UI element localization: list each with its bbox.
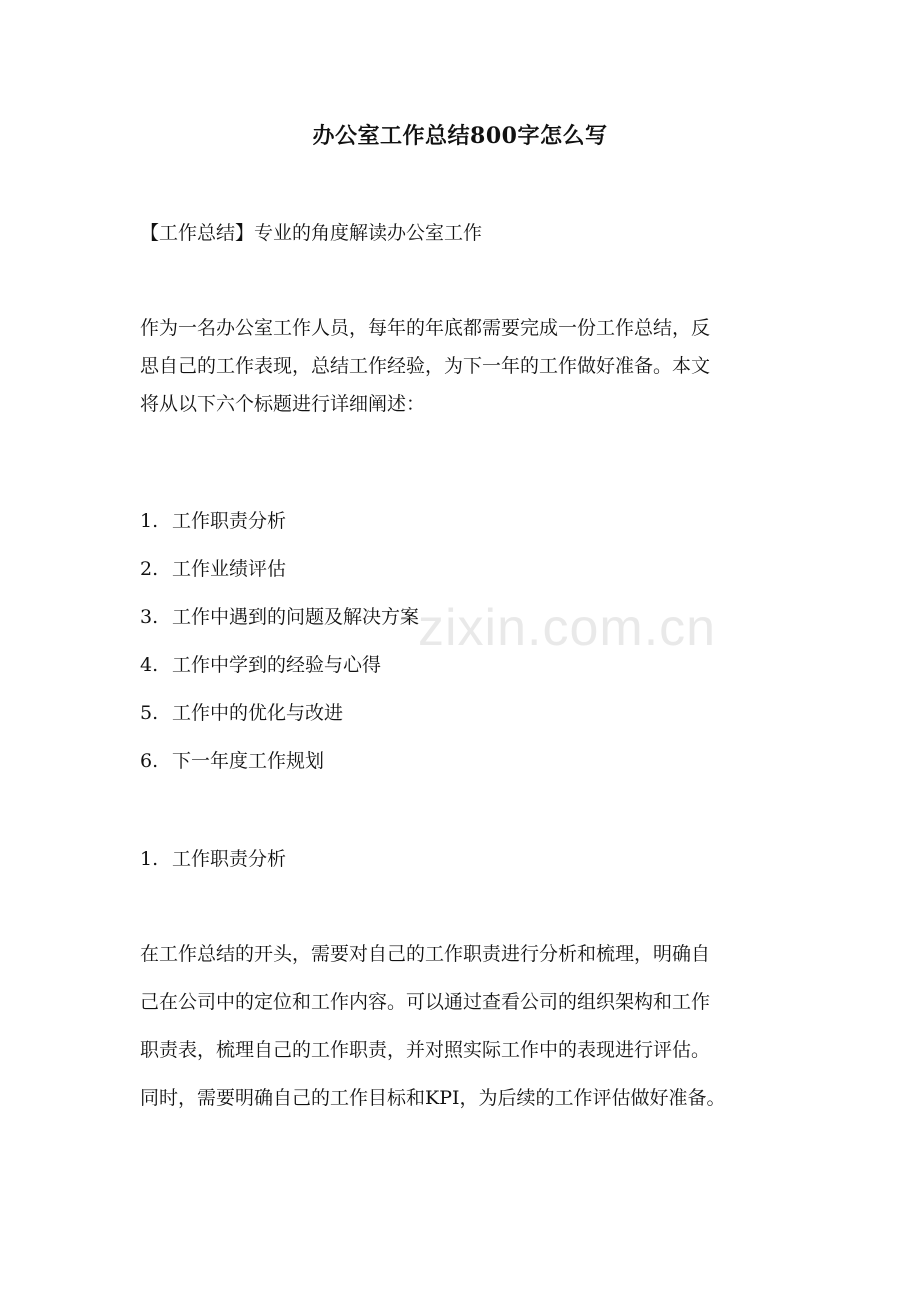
intro-paragraph xyxy=(140,309,800,423)
toc-item xyxy=(140,694,419,742)
section-title: 工作职责分析 xyxy=(172,848,287,870)
toc-item-text: 下一年度工作规划 xyxy=(172,750,325,772)
intro-line: 思自己的工作表现，总结工作经验，为下一年的工作做好准备。本文 xyxy=(140,355,711,377)
document-title: 办公室工作总结800字怎么写 xyxy=(312,123,608,149)
body-line: 己在公司中的定位和工作内容。可以通过查看公司的组织架构和工作 xyxy=(140,991,711,1013)
toc-item-number: 5. xyxy=(140,702,159,724)
toc-item-number: 3. xyxy=(140,606,159,628)
toc-item xyxy=(140,646,419,694)
document-subtitle: 【工作总结】专业的角度解读办公室工作 xyxy=(140,222,483,244)
toc-item-text: 工作业绩评估 xyxy=(172,558,287,580)
toc-item-number: 1. xyxy=(140,510,159,532)
section-number: 1. xyxy=(140,848,159,870)
toc-item-text: 工作中学到的经验与心得 xyxy=(172,654,382,676)
watermark: zixin.com.cn xyxy=(418,599,717,657)
intro-line: 作为一名办公室工作人员，每年的年底都需要完成一份工作总结，反 xyxy=(140,317,711,339)
section-body-paragraph xyxy=(140,935,800,1127)
toc-item-text: 工作职责分析 xyxy=(172,510,287,532)
intro-line: 将从以下六个标题进行详细阐述： xyxy=(140,393,426,415)
body-line: 在工作总结的开头，需要对自己的工作职责进行分析和梳理，明确自 xyxy=(140,943,711,965)
toc-item xyxy=(140,550,419,598)
toc-item-number: 2. xyxy=(140,558,159,580)
toc-item-number: 6. xyxy=(140,750,159,772)
section-heading xyxy=(140,840,286,878)
toc-item-text: 工作中的优化与改进 xyxy=(172,702,344,724)
toc-list xyxy=(140,502,419,790)
body-line: 同时，需要明确自己的工作目标和KPI，为后续的工作评估做好准备。 xyxy=(140,1087,726,1109)
toc-item-text: 工作中遇到的问题及解决方案 xyxy=(172,606,420,628)
toc-item-number: 4. xyxy=(140,654,159,676)
toc-item xyxy=(140,502,419,550)
toc-item xyxy=(140,742,419,790)
body-line: 职责表，梳理自己的工作职责，并对照实际工作中的表现进行评估。 xyxy=(140,1039,711,1061)
toc-item xyxy=(140,598,419,646)
